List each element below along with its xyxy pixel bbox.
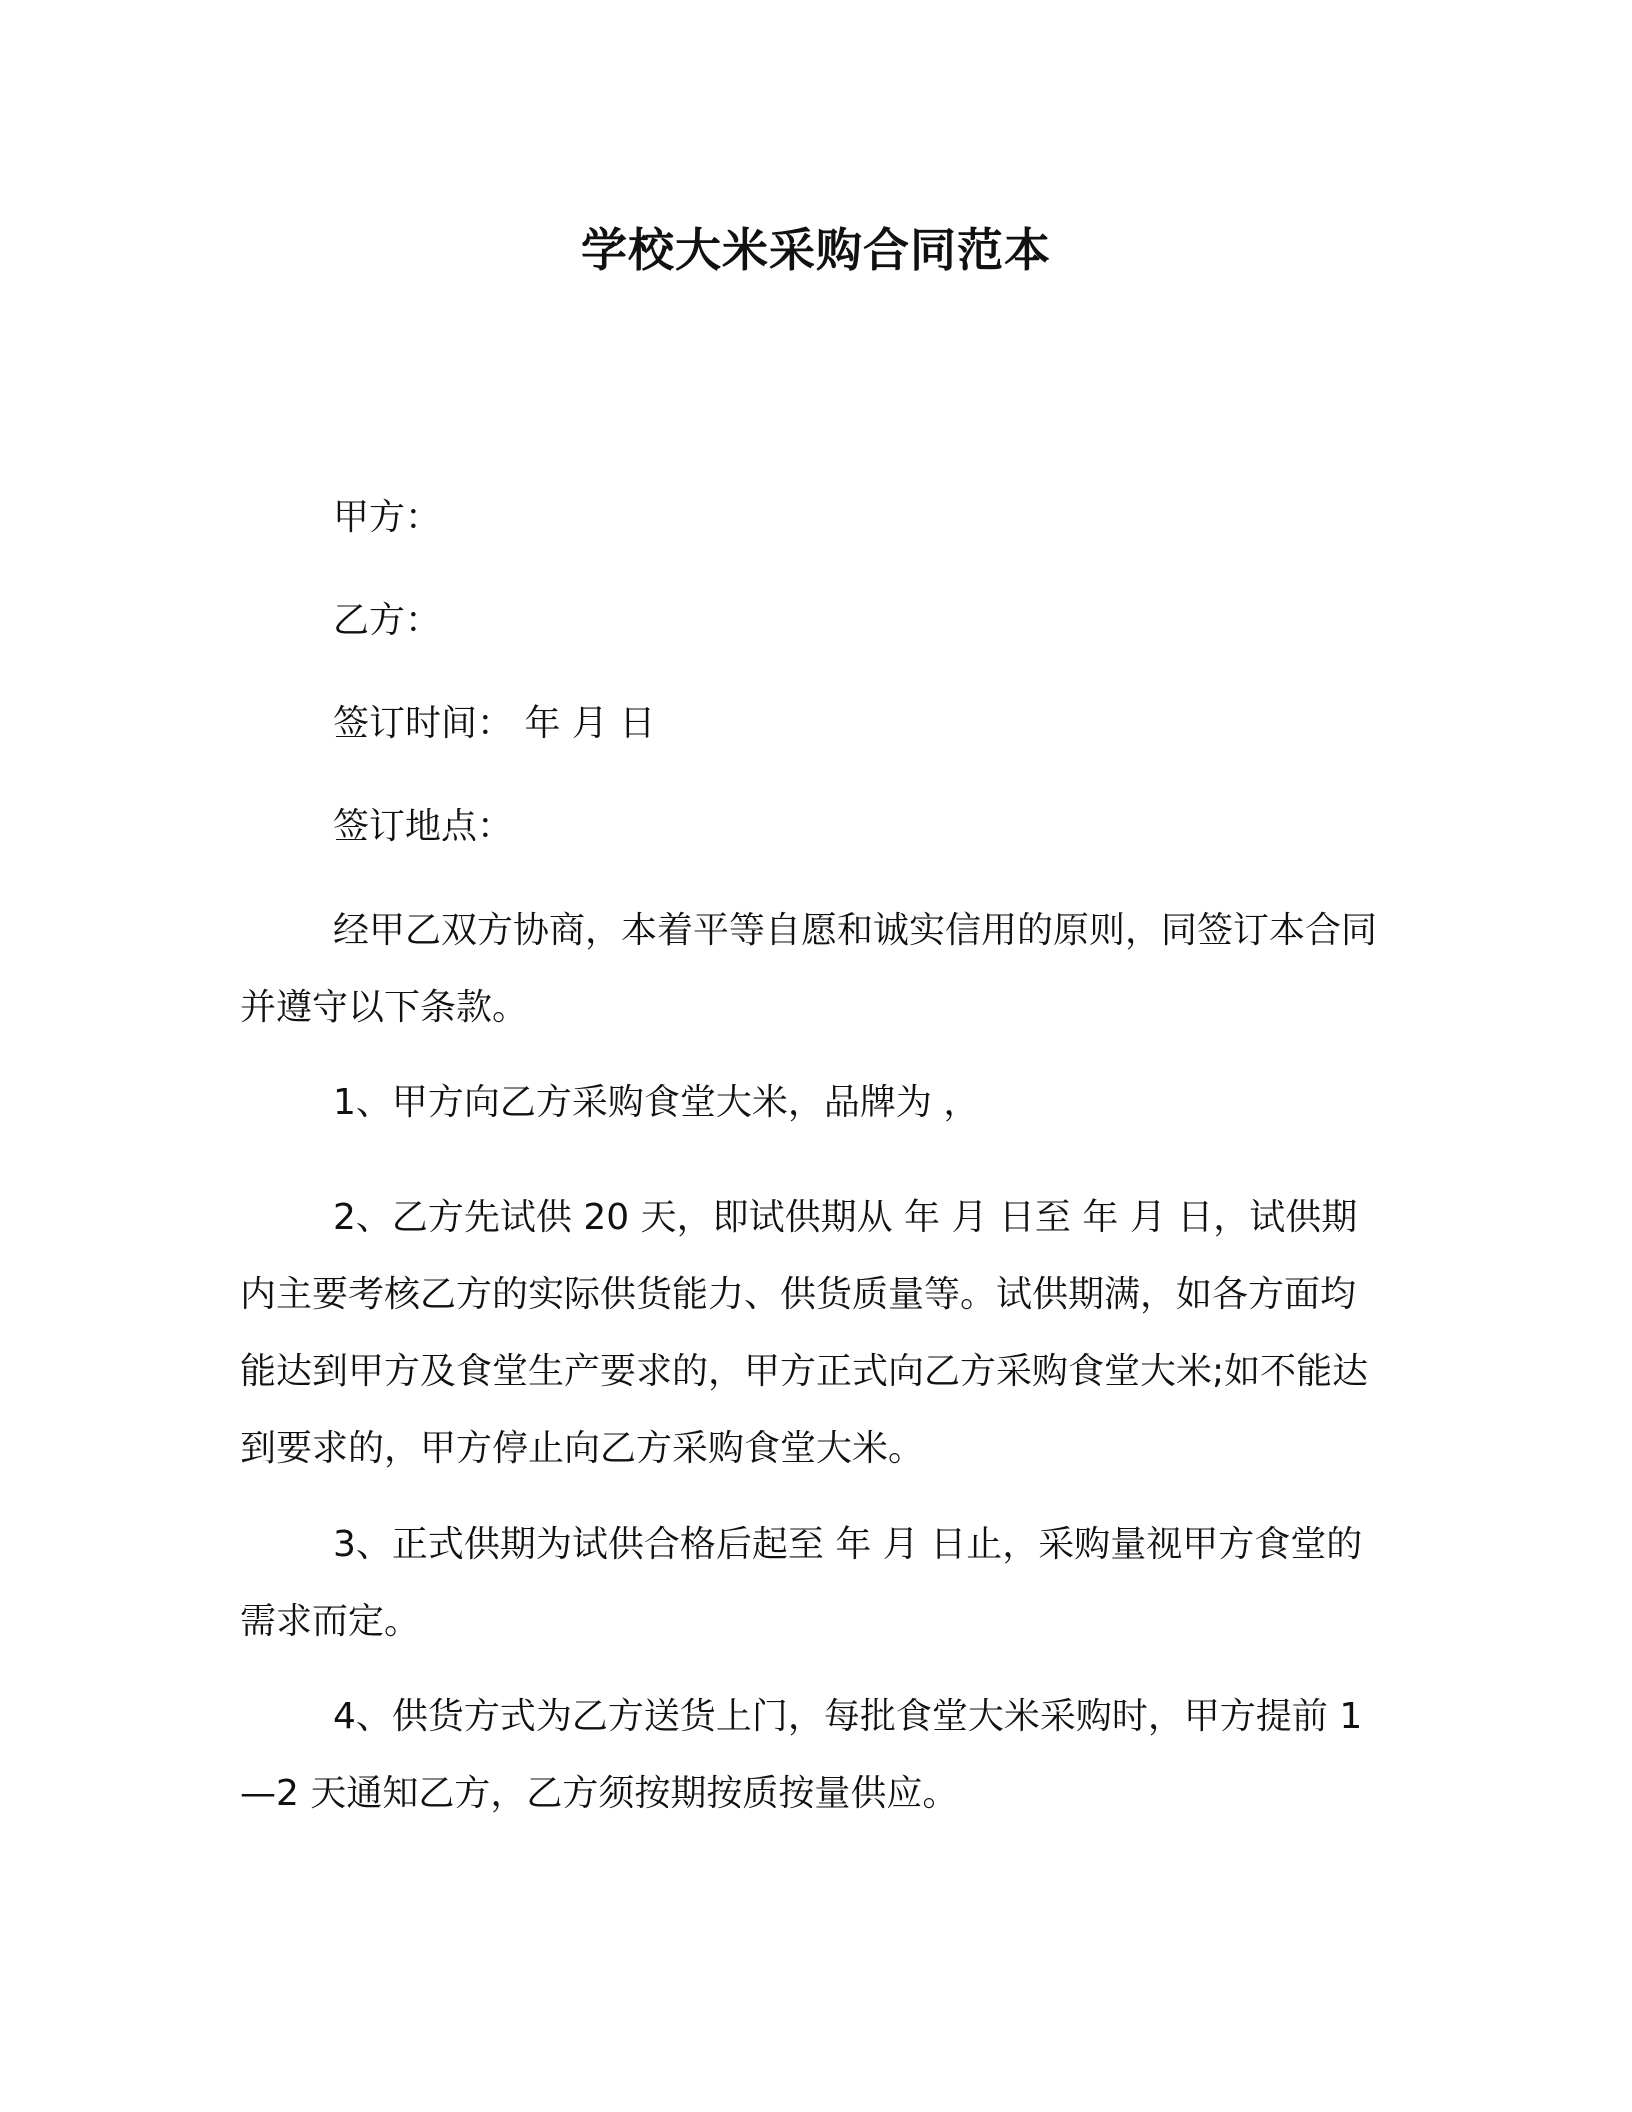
sign-place-field: 签订地点： [333,806,514,847]
sign-time-field: 签订时间： 年 月 日 [333,703,656,744]
clause-1-paragraph: 1、甲方向乙方采购食堂大米，品牌为 ， [333,1082,980,1123]
clause-4-paragraph: 4、供货方式为乙方送货上门，每批食堂大米采购时，甲方提前 1—2 天通知乙方，乙方须按期按质按量供应。 [240,1696,1363,1814]
party-b-field: 乙方： [333,600,442,641]
clause-3-paragraph: 3、正式供期为试供合格后起至 年 月 日止，采购量视甲方食堂的需求而定。 [240,1524,1363,1642]
clause-2-paragraph: 2、乙方先试供 20 天，即试供期从 年 月 日至 年 月 日，试供期内主要考核乙方的实际供货能力、供货质量等。试供期满，如各方面均能达到甲方及食堂生产要求的，甲方正式向乙方采购食堂大米;如不能达到要求的，甲方停止向乙方采购食堂大米。 [240,1197,1369,1469]
document-title: 学校大米采购合同范本 [581,223,1051,277]
intro-paragraph: 经甲乙双方协商，本着平等自愿和诚实信用的原则，同签订本合同并遵守以下条款。 [240,910,1378,1028]
party-a-field: 甲方： [333,497,442,538]
